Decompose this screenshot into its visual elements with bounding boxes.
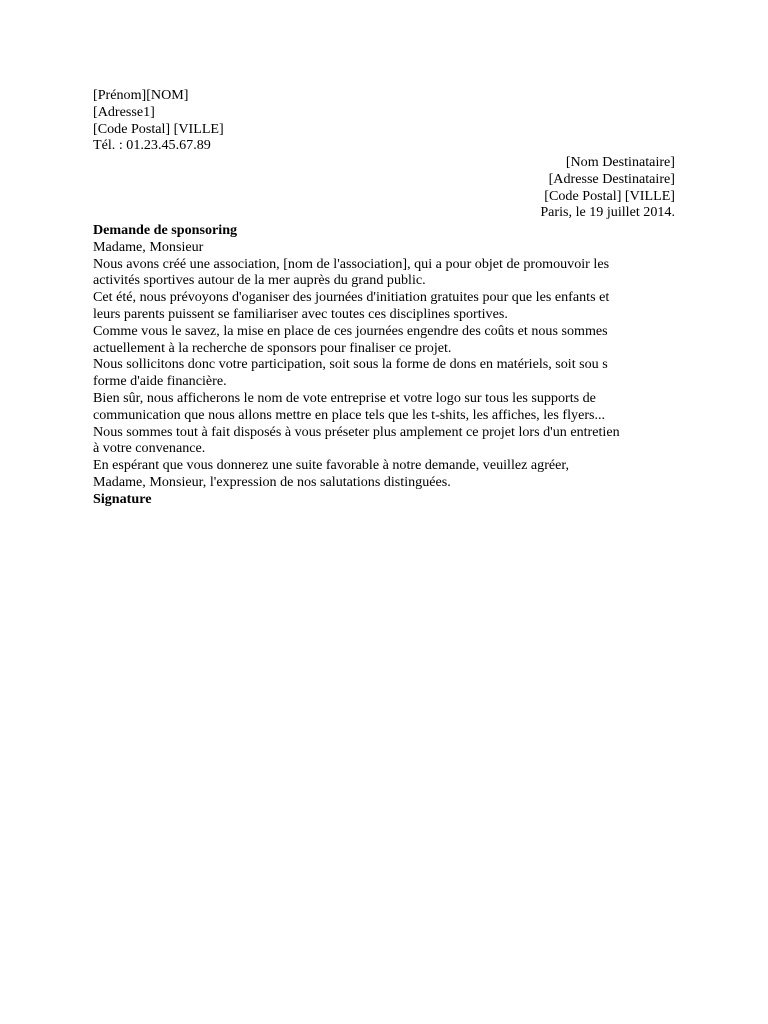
sender-address: [Adresse1] (93, 103, 155, 120)
letter-subject: Demande de sponsoring (93, 222, 238, 238)
body-line: Comme vous le savez, la mise en place de ces journées engendre des coûts et nous sommes (93, 322, 608, 339)
sender-city: [Code Postal] [VILLE] (93, 120, 224, 137)
letter-body (93, 222, 683, 508)
body-line: Nous sollicitons donc votre participation, soit sous la forme de dons en matériels, soit sou s (93, 356, 608, 373)
sender-name: [Prénom][NOM] (93, 87, 189, 103)
letter-salutation: Madame, Monsieur (93, 238, 204, 255)
body-line: Nous avons créé une association, [nom de l'association], qui a pour objet de promouvoir les (93, 255, 610, 272)
body-line: Madame, Monsieur, l'expression de nos salutations distinguées. (93, 473, 451, 490)
body-line: communication que nous allons mettre en place tels que les t-shits, les affiches, les flyers... (93, 406, 606, 423)
body-line: forme d'aide financière. (93, 373, 227, 390)
body-line: Nous sommes tout à fait disposés à vous préseter plus amplement ce projet lors d'un entretien (93, 423, 620, 440)
body-line: à votre convenance. (93, 440, 206, 457)
recipient-name: [Nom Destinataire] (565, 154, 675, 170)
recipient-city: [Code Postal] [VILLE] (544, 187, 675, 204)
body-line: activités sportives autour de la mer auprès du grand public. (93, 272, 426, 289)
body-line: En espérant que vous donnerez une suite favorable à notre demande, veuillez agréer, (93, 457, 570, 474)
sender-block (93, 87, 493, 154)
sender-phone: Tél. : 01.23.45.67.89 (93, 137, 211, 154)
recipient-address: [Adresse Destinataire] (548, 170, 675, 187)
body-line: actuellement à la recherche de sponsors pour finaliser ce projet. (93, 339, 452, 356)
recipient-block (275, 154, 675, 221)
letter-signature: Signature (93, 490, 152, 507)
letter-date: Paris, le 19 juillet 2014. (540, 204, 675, 221)
body-line: Bien sûr, nous afficherons le nom de vote entreprise et votre logo sur tous les supports de (93, 389, 596, 406)
body-line: Cet été, nous prévoyons d'oganiser des journées d'initiation gratuites pour que les enfants et (93, 289, 610, 306)
body-line: leurs parents puissent se familiariser avec toutes ces disciplines sportives. (93, 305, 508, 322)
